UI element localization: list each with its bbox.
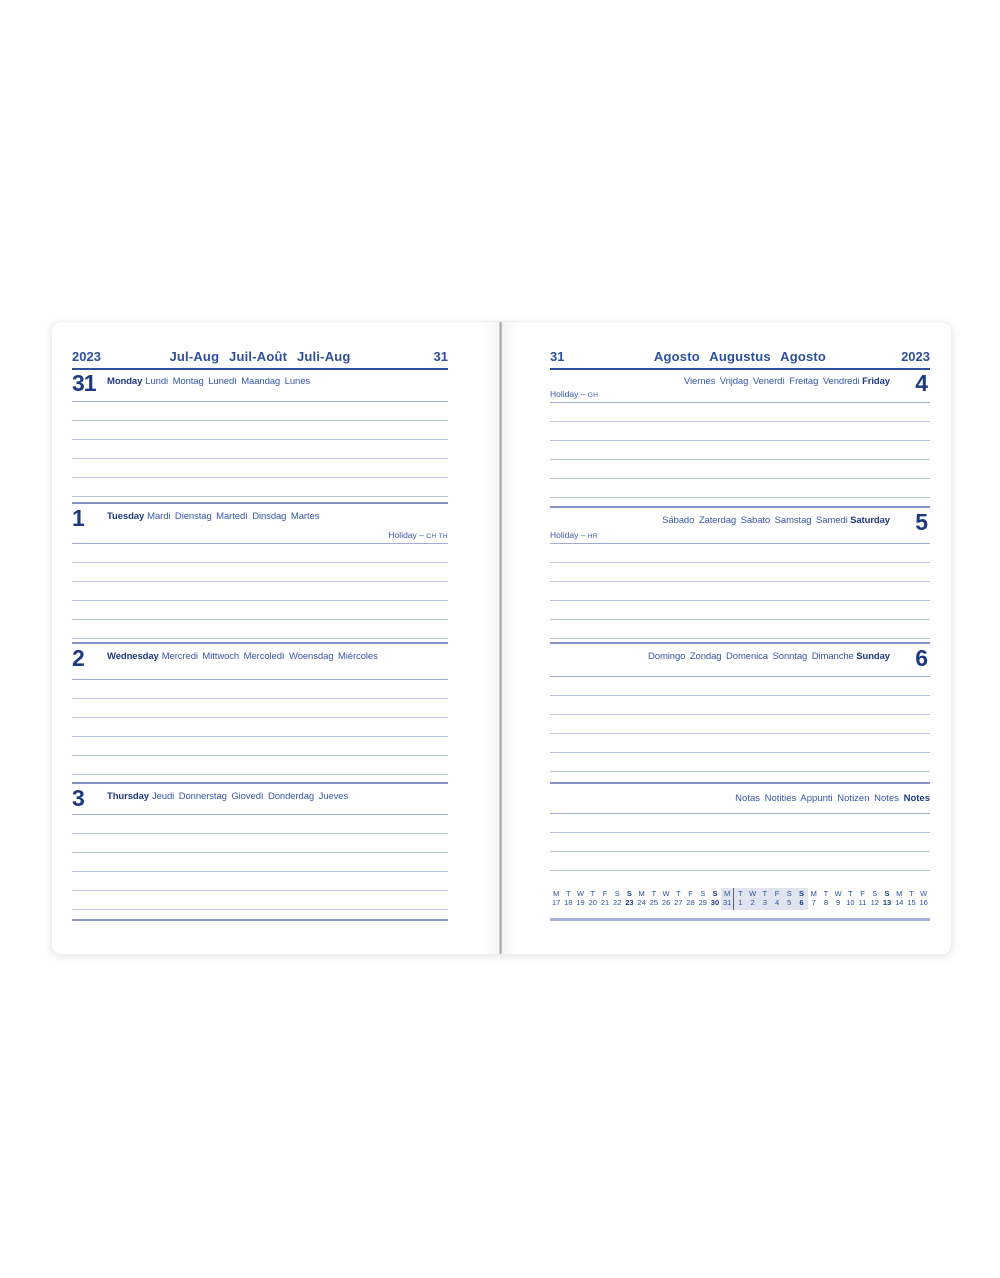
ruled-line (72, 699, 448, 718)
holiday-country-codes: GH (587, 392, 599, 399)
ruled-line (72, 563, 448, 582)
ruled-line (550, 441, 930, 460)
day-names (107, 507, 319, 522)
holiday-note (550, 389, 598, 399)
mini-calendar-day-number: 19 (576, 898, 585, 907)
mini-calendar-day-number: 30 (710, 898, 720, 907)
mini-calendar-cell (721, 888, 734, 910)
mini-calendar-cell (550, 888, 562, 910)
mini-calendar-cell (856, 888, 868, 910)
mini-calendar-day-letter: S (614, 889, 620, 898)
ruled-line (72, 601, 448, 620)
mini-calendar-cell (771, 888, 783, 910)
mini-calendar-cell (562, 888, 574, 910)
day-section-friday (550, 369, 930, 506)
ruled-line (550, 833, 930, 852)
mini-calendar-day-number: 1 (738, 898, 743, 907)
day-name-translations: Viernes Vrijdag Venerdì Freitag Vendredi (683, 376, 860, 387)
day-section-thursday (72, 782, 448, 921)
ruled-line (550, 422, 930, 441)
mini-calendar-day-number: 26 (661, 898, 671, 907)
ruled-line (550, 460, 930, 479)
ruled-line (72, 718, 448, 737)
mini-calendar-day-number: 27 (674, 898, 683, 907)
ruled-line (72, 872, 448, 891)
ruled-line (550, 677, 930, 696)
mini-calendar-cell (918, 888, 930, 910)
day-name-en: Monday (107, 376, 143, 387)
mini-calendar-day-letter: F (774, 889, 780, 898)
ruled-line (72, 440, 448, 459)
ruled-line (550, 753, 930, 772)
mini-calendar-day-number: 17 (551, 898, 561, 907)
left-week-number: 31 (433, 349, 448, 364)
ruled-line (72, 891, 448, 910)
ruled-line (72, 756, 448, 775)
notes-section (550, 782, 930, 884)
mini-calendar-day-number: 31 (723, 898, 732, 907)
mini-calendar-day-number: 15 (907, 898, 916, 907)
mini-calendar-day-number: 16 (919, 898, 928, 907)
mini-calendar-day-letter: M (552, 889, 560, 898)
mini-calendar-day-letter: M (638, 889, 645, 898)
day-name-translations: Mercredi Mittwoch Mercoledì Woensdag Miércoles (161, 651, 378, 662)
mini-calendar-day-number: 20 (588, 898, 597, 907)
holiday-country-codes: HR (587, 533, 599, 540)
day-name-en: Thursday (107, 791, 149, 802)
left-year: 2023 (72, 349, 101, 364)
mini-calendar-day-letter: S (786, 889, 792, 898)
mini-calendar-cell (684, 888, 696, 910)
mini-calendar-day-letter: W (662, 889, 670, 898)
ruled-line (550, 715, 930, 734)
day-number: 3 (72, 785, 84, 811)
day-name-translations: Domingo Zondag Domenica Sonntag Dimanche (648, 651, 854, 662)
mini-calendar-day-number: 22 (613, 898, 622, 907)
mini-calendar-day-number: 6 (799, 898, 804, 907)
left-page-header (72, 348, 448, 370)
mini-calendar-day-letter: T (676, 889, 681, 898)
ruled-line (550, 563, 930, 582)
ruled-line (550, 852, 930, 871)
mini-calendar-day-number: 24 (637, 898, 646, 907)
mini-calendar-cell (795, 888, 807, 910)
day-number: 6 (915, 645, 927, 671)
mini-calendar-day-letter: S (626, 889, 632, 898)
mini-calendar-day-letter: S (700, 889, 706, 898)
day-name-en: Sunday (856, 651, 890, 662)
holiday-label: Holiday – (550, 530, 586, 540)
mini-calendar-day-number: 4 (774, 898, 780, 907)
mini-calendar-underline (550, 918, 930, 921)
mini-calendar-day-letter: S (872, 889, 878, 898)
day-section-tuesday (72, 502, 448, 644)
day-number: 4 (915, 370, 927, 396)
mini-calendar-day-number: 9 (836, 898, 841, 907)
mini-calendar-day-number: 23 (625, 898, 634, 907)
mini-calendar-day-number: 14 (895, 898, 904, 907)
mini-calendar-cell (660, 888, 672, 910)
ruled-line (72, 402, 448, 421)
day-name-translations: Mardi Dienstag Martedì Dinsdag Martes (147, 511, 320, 522)
mini-calendar-cell (808, 888, 820, 910)
mini-calendar-day-letter: T (909, 889, 914, 898)
ruled-line (550, 620, 930, 639)
ruled-line (550, 696, 930, 715)
mini-calendar-day-letter: M (724, 889, 731, 898)
mini-calendar-day-letter: M (896, 889, 903, 898)
ruled-line (550, 734, 930, 753)
day-name-translations: Sábado Zaterdag Sabato Samstag Samedi (662, 515, 848, 526)
mini-calendar-day-letter: T (738, 889, 743, 898)
mini-calendar-day-number: 8 (823, 898, 828, 907)
day-name-en: Wednesday (107, 651, 159, 662)
mini-calendar-cell (869, 888, 881, 910)
ruled-line (72, 737, 448, 756)
right-week-number: 31 (550, 349, 565, 364)
mini-calendar-cell (832, 888, 844, 910)
mini-calendar-day-number: 7 (811, 898, 816, 907)
day-number: 5 (915, 509, 927, 535)
mini-calendar-day-letter: M (810, 889, 817, 898)
ruled-line (72, 478, 448, 497)
holiday-note (388, 530, 448, 540)
mini-calendar-cell (905, 888, 917, 910)
ruled-line (550, 814, 930, 833)
day-names (550, 647, 893, 662)
mini-calendar-cell (783, 888, 795, 910)
day-section-sunday (550, 642, 930, 784)
day-name-translations: Jeudi Donnerstag Giovedì Donderdag Jueves (151, 791, 349, 802)
day-number: 31 (72, 370, 96, 396)
diary-spread (52, 322, 951, 954)
ruled-line (72, 620, 448, 639)
mini-calendar-day-number: 11 (858, 898, 867, 907)
right-month-title: Agosto Augustus Agosto (653, 349, 827, 364)
ruled-line (72, 853, 448, 872)
left-page (52, 322, 499, 954)
mini-calendar-day-number: 3 (762, 898, 767, 907)
ruled-line (72, 834, 448, 853)
mini-calendar-cell (672, 888, 684, 910)
mini-calendar-day-number: 2 (750, 898, 755, 907)
ruled-line (72, 582, 448, 601)
mini-calendar-day-letter: T (823, 889, 829, 898)
mini-calendar-day-letter: F (860, 889, 865, 898)
holiday-note (550, 530, 598, 540)
mini-calendar-cell (587, 888, 599, 910)
day-name-en: Friday (862, 376, 890, 387)
holiday-country-codes: CH TH (426, 533, 448, 540)
mini-calendar-day-letter: T (762, 889, 768, 898)
ruled-line (72, 815, 448, 834)
day-section-saturday (550, 506, 930, 644)
ruled-line (72, 459, 448, 478)
mini-calendar-day-number: 25 (649, 898, 659, 907)
mini-calendar-day-letter: W (920, 889, 928, 898)
mini-calendar-day-number: 10 (846, 898, 855, 907)
day-name-en: Tuesday (107, 511, 145, 522)
mini-calendar-day-letter: W (577, 889, 585, 898)
mini-calendar-day-letter: W (834, 889, 842, 898)
right-page (502, 322, 951, 954)
mini-calendar (550, 888, 930, 910)
mini-calendar-day-number: 28 (686, 898, 695, 907)
ruled-line (72, 421, 448, 440)
mini-calendar-day-letter: S (712, 889, 718, 898)
day-name-en: Saturday (850, 515, 890, 526)
mini-calendar-cell (623, 888, 635, 910)
mini-calendar-cell (820, 888, 832, 910)
mini-calendar-cell (747, 888, 759, 910)
mini-calendar-day-letter: S (884, 889, 890, 898)
ruled-line (550, 601, 930, 620)
day-number: 1 (72, 505, 84, 531)
day-section-monday (72, 369, 448, 502)
mini-calendar-cell (697, 888, 709, 910)
ruled-line (72, 544, 448, 563)
mini-calendar-day-letter: T (848, 889, 853, 898)
ruled-line (72, 680, 448, 699)
ruled-line (550, 479, 930, 498)
mini-calendar-cell (648, 888, 660, 910)
mini-calendar-cell (599, 888, 611, 910)
right-page-header (550, 348, 930, 370)
mini-calendar-day-number: 5 (787, 898, 792, 907)
left-month-title: Jul-Aug Juil-Août Juli-Aug (169, 349, 351, 364)
page-bottom-rule (72, 919, 448, 921)
day-section-wednesday (72, 642, 448, 784)
mini-calendar-cell (611, 888, 623, 910)
mini-calendar-day-number: 29 (698, 898, 707, 907)
mini-calendar-day-number: 21 (600, 898, 610, 907)
mini-calendar-day-letter: F (688, 889, 693, 898)
ruled-line (550, 582, 930, 601)
day-names (550, 511, 893, 526)
day-names (107, 787, 348, 802)
right-year: 2023 (901, 349, 930, 364)
ruled-line (550, 403, 930, 422)
mini-calendar-day-number: 12 (870, 898, 879, 907)
mini-calendar-cell (709, 888, 721, 910)
holiday-label: Holiday – (550, 389, 586, 399)
day-names (107, 647, 378, 662)
mini-calendar-cell (844, 888, 856, 910)
day-names (107, 372, 310, 387)
mini-calendar-day-letter: T (590, 889, 596, 898)
day-names (550, 372, 893, 387)
mini-calendar-day-letter: F (602, 889, 608, 898)
mini-calendar-cell (893, 888, 905, 910)
day-number: 2 (72, 645, 84, 671)
mini-calendar-cell (574, 888, 586, 910)
mini-calendar-day-letter: T (566, 889, 571, 898)
notes-label: Notes (903, 793, 930, 804)
mini-calendar-cell (759, 888, 771, 910)
mini-calendar-cell (734, 888, 746, 910)
ruled-line (550, 544, 930, 563)
mini-calendar-cell (636, 888, 648, 910)
mini-calendar-cell (881, 888, 893, 910)
notes-translations: Notas Notities Appunti Notizen Notes (735, 793, 899, 804)
day-name-translations: Lundi Montag Lunedì Maandag Lunes (145, 376, 311, 387)
notes-heading (550, 784, 930, 814)
mini-calendar-day-letter: T (651, 889, 657, 898)
mini-calendar-day-number: 13 (882, 898, 892, 907)
mini-calendar-day-letter: W (749, 889, 757, 898)
mini-calendar-day-letter: S (798, 889, 804, 898)
page-gutter (499, 322, 502, 954)
mini-calendar-day-number: 18 (564, 898, 573, 907)
holiday-label: Holiday – (388, 530, 424, 540)
